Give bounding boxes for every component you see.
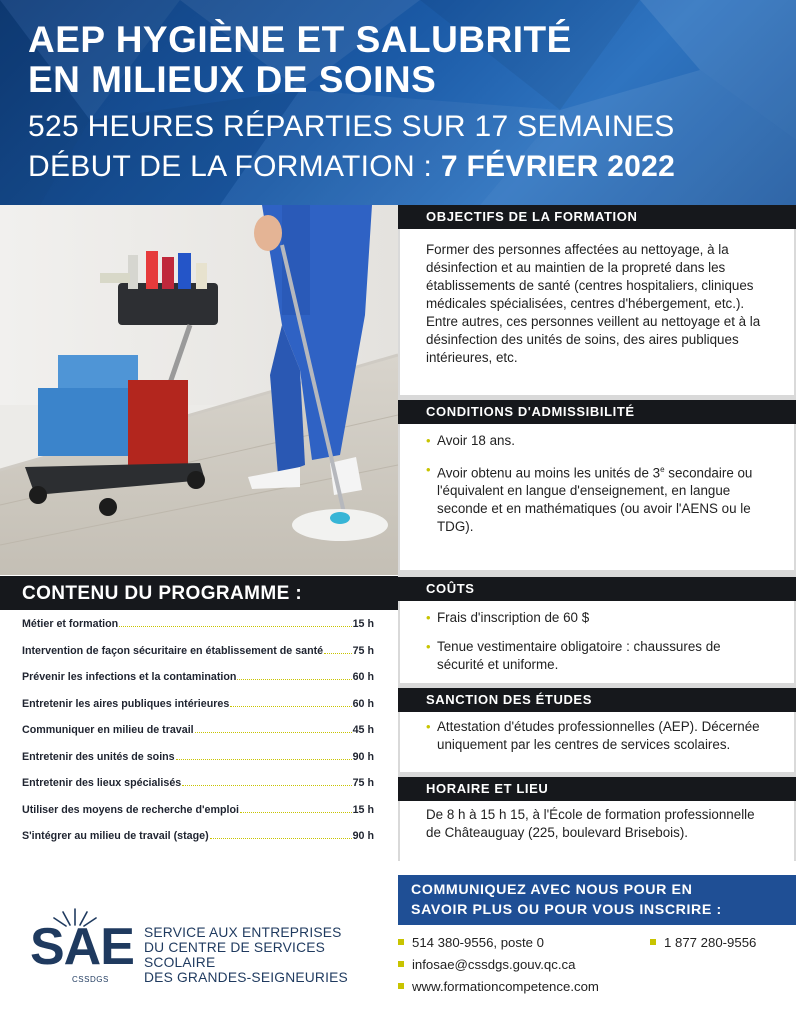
organization-line-2: DU CENTRE DE SERVICES SCOLAIRE — [144, 940, 326, 970]
module-row — [22, 777, 374, 804]
dotted-leader — [182, 785, 351, 786]
module-hours: 60 h — [352, 671, 374, 683]
costs-heading: COÛTS — [398, 577, 796, 601]
website-link[interactable]: www.formationcompetence.com — [412, 979, 599, 994]
costs-item-fees — [426, 609, 768, 627]
admission-heading: CONDITIONS D'ADMISSIBILITÉ — [398, 400, 796, 424]
dotted-leader — [324, 653, 351, 654]
dotted-leader — [210, 838, 352, 839]
duration-subtitle: 525 HEURES RÉPARTIES SUR 17 SEMAINES — [28, 110, 675, 143]
tollfree-item[interactable] — [650, 935, 756, 950]
module-row — [22, 671, 374, 698]
bullet-square-icon — [650, 939, 656, 945]
contact-call-to-action — [398, 875, 796, 925]
certification-panel — [398, 688, 796, 772]
admission-education-text-start: Avoir obtenu au moins les unités de 3 — [437, 465, 661, 481]
costs-fees-text: Frais d'inscription de 60 $ — [437, 610, 590, 625]
module-hours: 60 h — [352, 697, 374, 710]
module-row — [22, 830, 374, 857]
organization-name — [144, 925, 400, 985]
module-label: Communiquer en milieu de travail — [22, 724, 194, 736]
costs-body — [400, 601, 794, 683]
admission-age-text: Avoir 18 ans. — [437, 433, 515, 448]
title-line-1: AEP HYGIÈNE ET SALUBRITÉ — [28, 19, 572, 60]
email-link[interactable]: infosae@cssdgs.gouv.qc.ca — [412, 957, 576, 972]
admission-body — [400, 424, 794, 570]
module-label: Métier et formation — [22, 618, 119, 630]
title-line-2: EN MILIEUX DE SOINS — [28, 59, 437, 100]
phone-number[interactable]: 514 380-9556, poste 0 — [412, 935, 544, 950]
organization-line-3: DES GRANDES-SEIGNEURIES — [144, 970, 348, 985]
cta-line-2: SAVOIR PLUS OU POUR VOUS INSCRIRE : — [411, 902, 722, 918]
cleaning-cart-photo — [0, 205, 398, 575]
start-date-line — [28, 150, 675, 184]
certification-text: Attestation d'études professionnelles (AEP). Décernée uniquement par les centres de services scolaires. — [437, 719, 760, 752]
dotted-leader — [176, 759, 352, 760]
dotted-leader — [230, 706, 351, 707]
tollfree-number[interactable]: 1 877 280-9556 — [664, 935, 757, 950]
superscript-e: e — [660, 465, 665, 474]
certification-item — [426, 718, 768, 754]
bullet-icon: • — [426, 462, 431, 477]
module-hours: 75 h — [352, 644, 374, 657]
certification-body — [400, 712, 794, 772]
module-row — [22, 645, 374, 672]
bullet-square-icon — [398, 983, 404, 989]
module-label: Utiliser des moyens de recherche d'emploi — [22, 803, 239, 816]
module-hours: 15 h — [352, 618, 374, 630]
module-row — [22, 698, 374, 725]
costs-item-uniform — [426, 638, 768, 674]
logo-wordmark: SAE — [30, 918, 134, 976]
admission-item-age — [426, 432, 768, 450]
schedule-heading: HORAIRE ET LIEU — [398, 777, 796, 801]
cleaning-illustration — [0, 205, 398, 575]
certification-heading: SANCTION DES ÉTUDES — [398, 688, 796, 712]
objectives-panel — [398, 205, 796, 395]
module-label: Entretenir les aires publiques intérieures — [22, 697, 230, 710]
phone-item[interactable] — [398, 935, 544, 950]
bullet-icon: • — [426, 719, 431, 734]
bullet-icon: • — [426, 610, 431, 625]
module-label: Intervention de façon sécuritaire en établissement de santé — [22, 644, 324, 657]
module-row — [22, 618, 374, 645]
module-hours: 90 h — [352, 750, 374, 763]
bullet-square-icon — [398, 961, 404, 967]
start-label: DÉBUT DE LA FORMATION : — [28, 150, 433, 183]
admission-education-text-end: secondaire ou l'équivalent en langue d'enseignement, en langue seconde et en mathématiques (ou avoir l'AENS ou le TDG). — [437, 465, 753, 535]
email-item[interactable] — [398, 957, 575, 972]
module-label: S'intégrer au milieu de travail (stage) — [22, 830, 209, 842]
module-row — [22, 751, 374, 778]
objectives-text: Former des personnes affectées au nettoyage, à la désinfection et au maintien de la propreté dans les établissements de santé (centres hospitaliers, cliniques médicales spécialisées, centres d'hébergement, etc.). Entre autres, ces personnes veillent au nettoyage et à la désinfection des unités de soins, des aires publiques intérieures, etc. — [426, 242, 761, 365]
logo-subtext: CSSDGS — [72, 975, 109, 984]
bullet-icon: • — [426, 433, 431, 448]
organization-line-1: SERVICE AUX ENTREPRISES — [144, 925, 342, 940]
objectives-heading: OBJECTIFS DE LA FORMATION — [398, 205, 796, 229]
dotted-leader — [119, 626, 351, 627]
website-item[interactable] — [398, 979, 599, 994]
sae-logo — [30, 905, 400, 995]
module-label: Entretenir des unités de soins — [22, 750, 175, 763]
costs-panel — [398, 577, 796, 683]
admission-panel — [398, 400, 796, 570]
dotted-leader — [195, 732, 352, 733]
page-title — [28, 20, 572, 100]
schedule-panel — [398, 777, 796, 861]
dotted-leader — [237, 679, 351, 680]
programme-module-list — [0, 610, 398, 861]
schedule-text: De 8 h à 15 h 15, à l'École de formation professionnelle de Châteauguay (225, boulevard Brisebois). — [426, 807, 755, 840]
module-label: Entretenir des lieux spécialisés — [22, 777, 182, 789]
bullet-icon: • — [426, 639, 431, 654]
objectives-body — [400, 229, 794, 395]
programme-heading: CONTENU DU PROGRAMME : — [0, 576, 398, 610]
cta-line-1: COMMUNIQUEZ AVEC NOUS POUR EN — [411, 882, 693, 898]
module-hours: 75 h — [352, 777, 374, 789]
module-row — [22, 804, 374, 831]
module-label: Prévenir les infections et la contamination — [22, 671, 237, 683]
module-hours: 45 h — [352, 724, 374, 736]
module-hours: 90 h — [352, 830, 374, 842]
costs-uniform-text: Tenue vestimentaire obligatoire : chaussures de sécurité et uniforme. — [437, 639, 721, 672]
schedule-body — [400, 801, 794, 861]
header-banner — [0, 0, 796, 205]
bullet-square-icon — [398, 939, 404, 945]
dotted-leader — [240, 812, 352, 813]
module-hours: 15 h — [352, 803, 374, 816]
start-date: 7 FÉVRIER 2022 — [440, 150, 676, 183]
admission-item-education — [426, 461, 768, 536]
module-row — [22, 724, 374, 751]
